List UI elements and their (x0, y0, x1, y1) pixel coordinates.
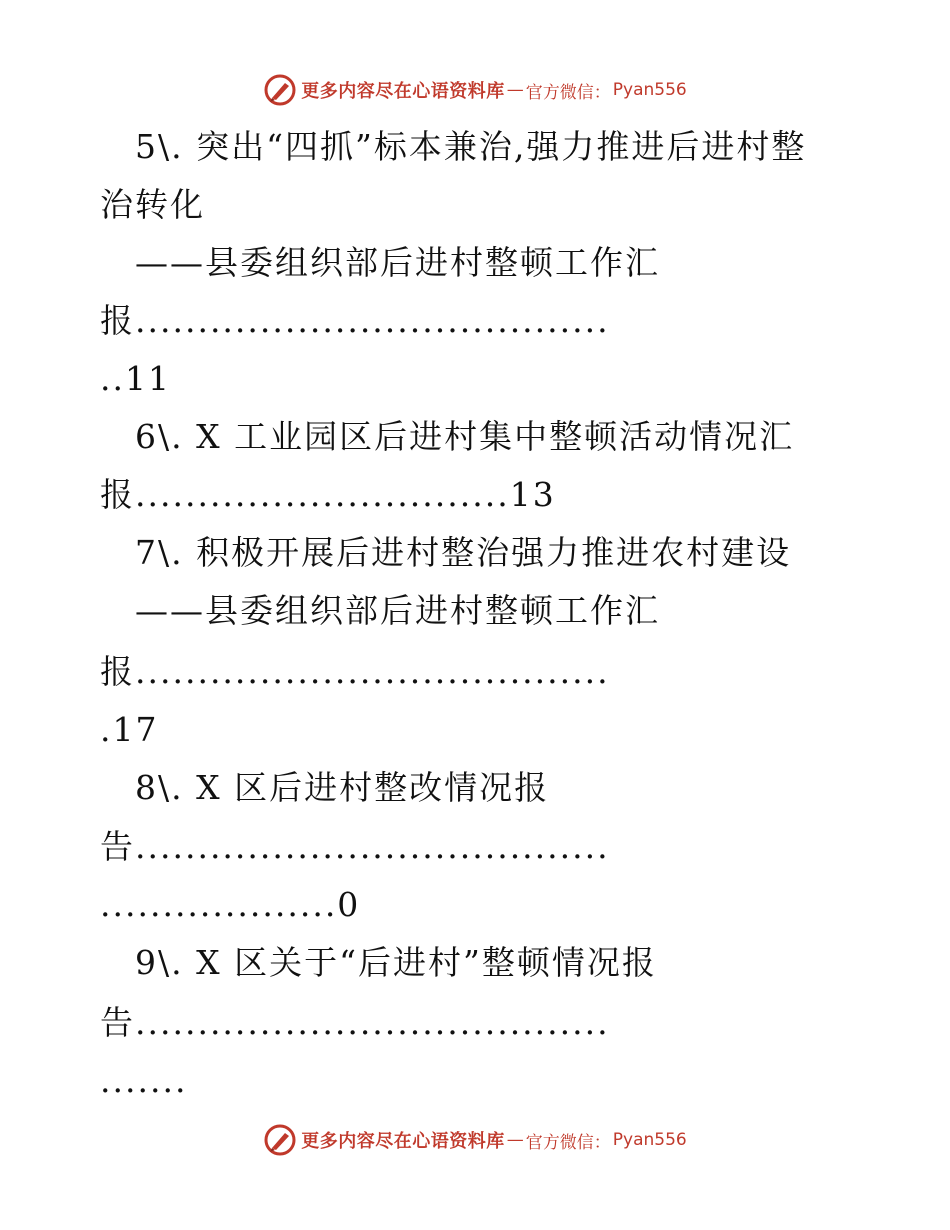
toc-line: 7\. 积极开展后进村整治强力推进农村建设 (135, 533, 792, 572)
toc-line: 5\. 突出“四抓”标本兼治,强力推进后进村整 (135, 127, 807, 166)
watermark-text: 更多内容尽在心语资料库 (301, 1131, 505, 1152)
watermark-wechat-label: 官方微信： (525, 1132, 611, 1153)
watermark-separator: — (506, 1130, 524, 1150)
toc-line: 告...................................... (100, 1003, 610, 1042)
toc-line: ..11 (100, 359, 171, 398)
toc-line: ——县委组织部后进村整顿工作汇 (135, 591, 660, 630)
watermark-wechat-label: 官方微信： (525, 82, 611, 103)
pen-circle-logo-icon (263, 73, 297, 107)
toc-line: 治转化 (100, 185, 205, 224)
toc-line: ....... (100, 1061, 188, 1100)
toc-line: 报...................................... (100, 652, 610, 691)
toc-line: .17 (100, 710, 159, 749)
watermark-text: 更多内容尽在心语资料库 (301, 81, 505, 102)
watermark-wechat-id: Pyan556 (612, 80, 687, 100)
toc-line: 告...................................... (100, 827, 610, 866)
watermark-separator: — (506, 80, 524, 100)
pen-circle-logo-icon (263, 1123, 297, 1157)
toc-line: 8\. X 区后进村整改情况报 (135, 768, 550, 807)
watermark-wechat-id: Pyan556 (612, 1130, 687, 1150)
toc-line: 报..............................13 (100, 475, 556, 514)
footer-watermark (0, 1120, 950, 1160)
toc-line: ——县委组织部后进村整顿工作汇 (135, 243, 660, 282)
toc-line: 报...................................... (100, 301, 610, 340)
header-watermark (0, 70, 950, 110)
toc-line: 9\. X 区关于“后进村”整顿情况报 (135, 943, 657, 982)
toc-line: ...................0 (100, 885, 361, 924)
toc-line: 6\. X 工业园区后进村集中整顿活动情况汇 (135, 417, 795, 456)
